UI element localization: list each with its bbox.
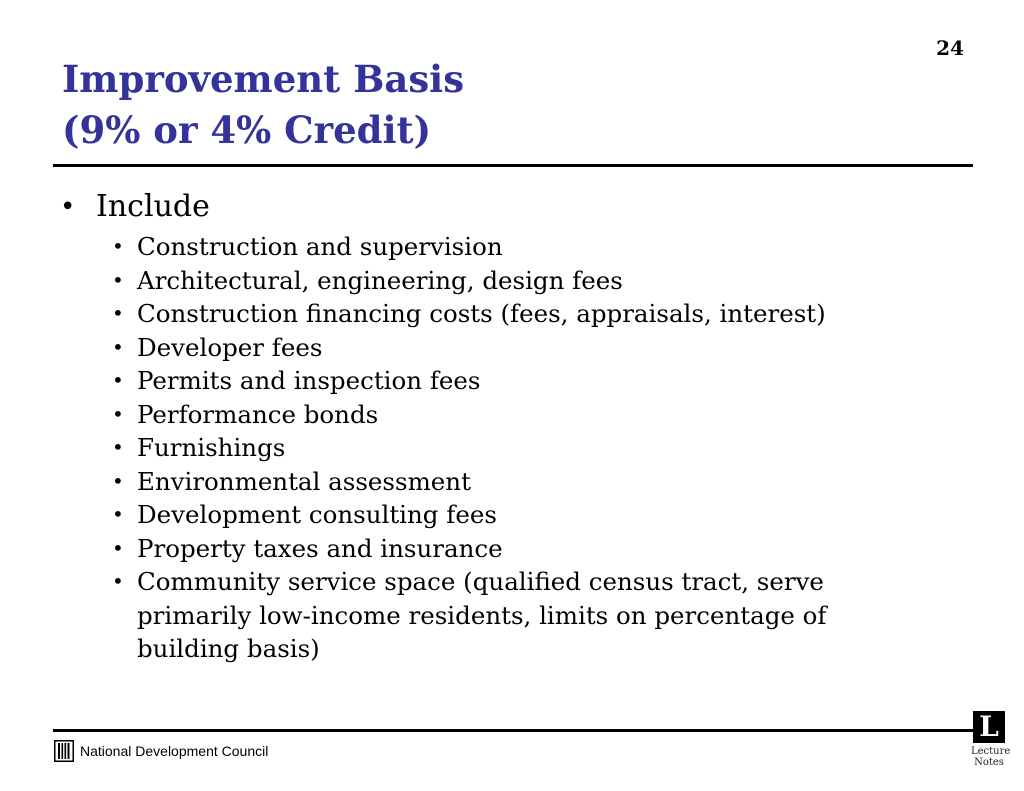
list-item-text: Permits and inspection fees <box>137 366 481 395</box>
bullet-dot: • <box>112 435 124 459</box>
slide-title-line-2: (9% or 4% Credit) <box>62 108 432 152</box>
list-item-text: Property taxes and insurance <box>137 533 503 563</box>
list-item-text: Community service space (qualified census tract, serve primarily low-income residents, limits on percentage of building basis) <box>137 567 827 663</box>
lecture-notes-word-1: Lecture <box>971 746 1011 757</box>
title-divider <box>53 164 973 167</box>
list-item-text: Environmental assessment <box>137 466 471 496</box>
bullet-dot: • <box>60 192 76 222</box>
bullet-dot: • <box>112 569 124 593</box>
bullet-dot: • <box>112 401 124 426</box>
list-item <box>60 331 920 365</box>
bullet-dot: • <box>112 535 124 560</box>
footer-divider <box>53 729 973 732</box>
list-item <box>60 364 920 398</box>
list-item <box>60 498 920 532</box>
bullet-include-label: Include <box>96 189 210 224</box>
list-item-text: Furnishings <box>137 433 286 462</box>
slide-title-line-1: Improvement Basis <box>62 57 465 101</box>
bullet-include <box>60 186 920 228</box>
building-columns-icon <box>54 740 74 762</box>
list-item <box>60 565 920 666</box>
list-item-text: Architectural, engineering, design fees <box>137 265 623 295</box>
bullet-dot: • <box>112 234 124 258</box>
list-item <box>60 465 920 499</box>
bullet-dot: • <box>112 468 124 493</box>
list-item <box>60 431 920 465</box>
list-item-text: Construction financing costs (fees, appraisals, interest) <box>137 299 826 328</box>
list-item-text: Construction and supervision <box>137 232 503 261</box>
list-item <box>60 532 920 566</box>
bullet-dot: • <box>112 502 124 526</box>
page-number: 24 <box>936 36 964 60</box>
list-item <box>60 230 920 264</box>
list-item <box>60 264 920 298</box>
footer-organization: National Development Council <box>80 743 269 759</box>
list-item-text: Performance bonds <box>137 399 379 429</box>
bullet-dot: • <box>112 334 124 359</box>
lecture-notes-letter: L <box>973 711 1005 743</box>
bullet-dot: • <box>112 267 124 292</box>
list-item-text: Developer fees <box>137 332 323 362</box>
include-list <box>60 230 920 666</box>
slide-title <box>62 54 464 156</box>
list-item <box>60 398 920 432</box>
bullet-dot: • <box>112 368 124 392</box>
slide-content <box>60 186 920 666</box>
lecture-notes-logo <box>971 710 1011 771</box>
bullet-dot: • <box>112 301 124 325</box>
lecture-notes-word-2: Notes <box>974 757 1004 768</box>
list-item <box>60 297 920 331</box>
list-item-text: Development consulting fees <box>137 500 497 529</box>
